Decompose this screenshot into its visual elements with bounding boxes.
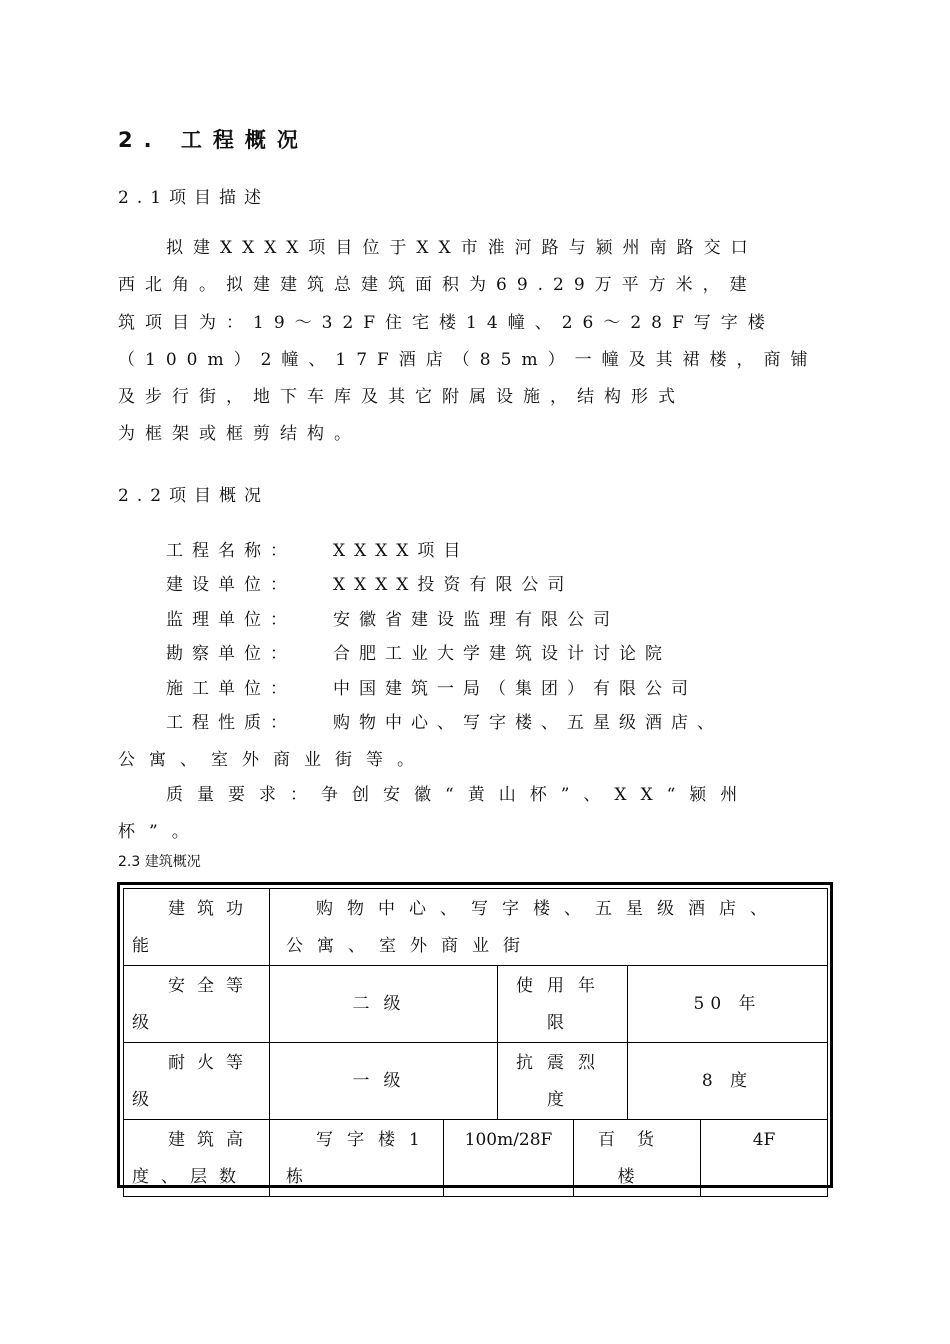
- info-value: 安徽省建设监理有限公司: [333, 610, 619, 630]
- info-value: 中国建筑一局（集团）有限公司: [333, 679, 697, 699]
- table-row: [124, 966, 828, 1043]
- table-cell: 8 度: [628, 1043, 828, 1120]
- cell-text: 能: [132, 936, 161, 956]
- table-row: [124, 889, 828, 966]
- project-info-list: [118, 536, 820, 846]
- info-value: XXXX投资有限公司: [333, 575, 574, 595]
- project-description: [118, 230, 820, 454]
- subsection-title-2-2: 2.2项目概况: [118, 486, 270, 506]
- cell-text: 级: [132, 1090, 161, 1110]
- info-label: 勘察单位：: [166, 644, 296, 664]
- info-row: [166, 708, 723, 733]
- table-row: [124, 1120, 828, 1197]
- table-cell: [124, 889, 270, 966]
- cell-text: 购物中心、写字楼、五星级酒店、: [316, 899, 781, 919]
- info-row: [166, 674, 697, 699]
- subsection-title-2-3: 2.3 建筑概况: [118, 854, 201, 870]
- info-value: 合肥工业大学建筑设计讨论院: [333, 644, 671, 664]
- cell-text: 栋: [286, 1167, 317, 1187]
- building-overview-table: [117, 882, 833, 1188]
- cell-text: 限: [547, 1013, 578, 1033]
- info-label: 施工单位：: [166, 679, 296, 699]
- table-cell: 一级: [270, 1043, 498, 1120]
- info-row: [166, 570, 573, 595]
- description-line: （100m）2幢、17F酒店（85m）一幢及其裙楼，商铺: [118, 349, 818, 370]
- table-cell: 100m/28F: [444, 1120, 574, 1197]
- cell-text: 写字楼1: [316, 1130, 434, 1150]
- cell-text: 度、层数: [132, 1167, 248, 1187]
- info-value: XXXX项目: [333, 541, 470, 561]
- table-cell: 50 年: [628, 966, 828, 1043]
- subsection-title-2-1: 2.1项目描述: [118, 188, 270, 208]
- table-cell: [270, 889, 828, 966]
- quality-requirement-cont: 杯”。: [118, 822, 203, 842]
- cell-text: 建筑高: [168, 1130, 255, 1150]
- description-line: 为框架或框剪结构。: [118, 424, 361, 445]
- cell-text: 耐火等: [168, 1053, 255, 1073]
- overview-table: [123, 888, 828, 1197]
- description-line: 及步行街，地下车库及其它附属设施，结构形式: [118, 387, 685, 408]
- cell-text: 安全等: [168, 976, 255, 996]
- table-row: [124, 1043, 828, 1120]
- info-row: [166, 639, 671, 664]
- table-cell: 4F: [701, 1120, 828, 1197]
- cell-text: 楼: [617, 1167, 657, 1187]
- table-cell: [498, 1043, 628, 1120]
- info-label: 监理单位：: [166, 610, 296, 630]
- cell-text: 建筑功: [168, 899, 255, 919]
- cell-text: 度: [547, 1090, 578, 1110]
- table-cell: [498, 966, 628, 1043]
- description-line: 筑项目为：19～32F住宅楼14幢、26～28F写字楼: [118, 312, 775, 333]
- info-label: 工程名称：: [166, 541, 296, 561]
- table-cell: [124, 1120, 270, 1197]
- info-row: [166, 605, 619, 630]
- table-cell: [124, 1043, 270, 1120]
- table-cell: [270, 1120, 444, 1197]
- table-cell: 二级: [270, 966, 498, 1043]
- info-row: [166, 536, 469, 561]
- table-cell: [574, 1120, 701, 1197]
- section-heading: 2. 工程概况: [118, 128, 309, 152]
- info-label: 建设单位：: [166, 575, 296, 595]
- description-line: 拟建XXXX项目位于XX市淮河路与颍州南路交口: [166, 238, 758, 258]
- description-line: 西北角。拟建建筑总建筑面积为69.29万平方米，建: [118, 275, 757, 296]
- cell-text: 使用年: [516, 976, 609, 996]
- info-label: 工程性质：: [166, 713, 296, 733]
- cell-text: 抗震烈: [516, 1053, 609, 1073]
- info-value: 购物中心、写字楼、五星级酒店、: [333, 713, 723, 733]
- cell-text: 级: [132, 1013, 161, 1033]
- table-cell: [124, 966, 270, 1043]
- quality-requirement: 质量要求：争创安徽“黄山杯”、XX“颍州: [166, 785, 752, 805]
- nature-continuation: 公寓、室外商业街等。: [118, 750, 428, 770]
- cell-text: 百货: [598, 1130, 676, 1150]
- cell-text: 公寓、室外商业街: [286, 936, 534, 956]
